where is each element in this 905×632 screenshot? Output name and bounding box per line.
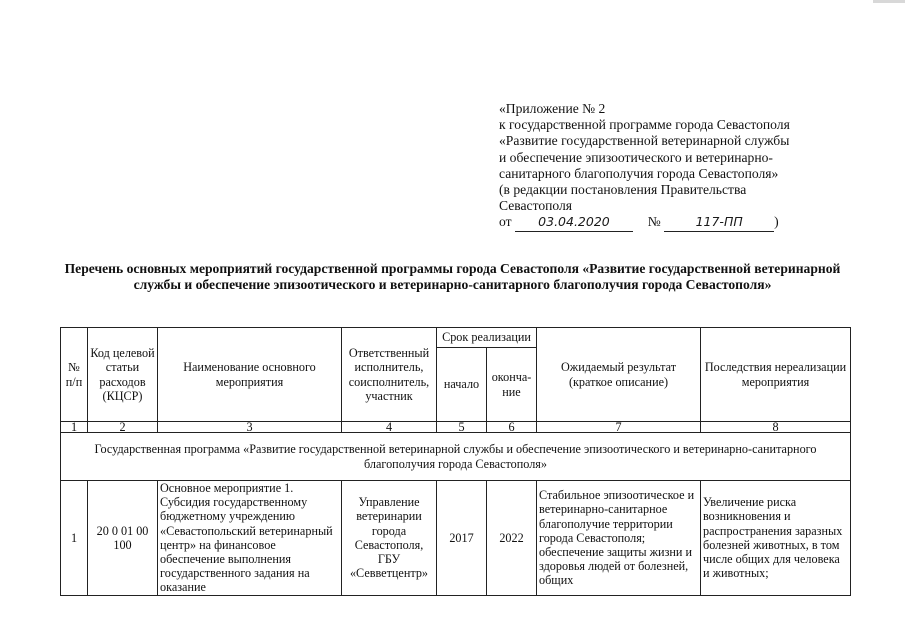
date-prefix: от [499, 214, 512, 230]
header-consequences: Последствия нереализации мероприятия [701, 328, 851, 422]
number-prefix: № [647, 214, 661, 230]
column-number: 8 [701, 422, 851, 433]
close-paren: ) [774, 214, 779, 230]
column-number: 3 [158, 422, 342, 433]
handwritten-date: 03.04.2020 [515, 214, 633, 231]
row-code: 20 0 01 00 100 [88, 481, 158, 596]
header-row [61, 328, 851, 348]
row-executor: Управление ветеринарии города Севастополя, ГБУ «Севветцентр» [342, 481, 437, 596]
row-result: Стабильное эпизоотическое и ветеринарно-санитарное благополучие территории города Севастополя; обеспечение защиты жизни и здоровья людей от болезней, общих [537, 481, 701, 596]
section-row [61, 433, 851, 481]
row-end: 2022 [487, 481, 537, 596]
row-consequences: Увеличение риска возникновения и распространения заразных болезней животных, в том числе общих для человека и животных; [701, 481, 851, 596]
header-name: Наименование основного мероприятия [158, 328, 342, 422]
activities-table [60, 327, 851, 596]
appendix-line: к государственной программе города Севастополя [499, 117, 790, 133]
header-code: Код целевой статьи расходов (КЦСР) [88, 328, 158, 422]
appendix-block [499, 101, 879, 232]
column-number: 6 [487, 422, 537, 433]
row-num: 1 [61, 481, 88, 596]
header-start: начало [437, 348, 487, 422]
row-name: Основное мероприятие 1. Субсидия государственному бюджетному учреждению «Севастопольский ветеринарный центр» на финансовое обеспечение выполнения государственного задания на оказание [158, 481, 342, 596]
header-period: Срок реализации [437, 328, 537, 348]
appendix-line: (в редакции постановления Правительства [499, 182, 747, 198]
header-num: № п/п [61, 328, 88, 422]
appendix-line: «Приложение № 2 [499, 101, 606, 116]
appendix-line: и обеспечение эпизоотического и ветеринарно- [499, 149, 773, 165]
appendix-line: санитарного благополучия города Севастополя» [499, 165, 779, 181]
decree-date-line [499, 214, 879, 231]
appendix-line: Севастополя [499, 198, 573, 214]
scan-edge-mark [873, 0, 905, 3]
column-number: 1 [61, 422, 88, 433]
document-title: Перечень основных мероприятий государственной программы города Севастополя «Развитие государственной ветеринарной службы и обеспечение эпизоотического и ветеринарно-санитарного благополучия города Севастополя» [64, 261, 841, 293]
table-row [61, 481, 851, 596]
header-end: оконча-ние [487, 348, 537, 422]
column-number: 7 [537, 422, 701, 433]
row-start: 2017 [437, 481, 487, 596]
header-executor: Ответственный исполнитель, соисполнитель, участник [342, 328, 437, 422]
column-number: 5 [437, 422, 487, 433]
section-title: Государственная программа «Развитие государственной ветеринарной службы и обеспечение эпизоотического и ветеринарно-санитарного благополучия города Севастополя» [61, 433, 851, 481]
column-number: 4 [342, 422, 437, 433]
column-number-row [61, 422, 851, 433]
column-number: 2 [88, 422, 158, 433]
header-result: Ожидаемый результат (краткое описание) [537, 328, 701, 422]
appendix-line: «Развитие государственной ветеринарной службы [499, 133, 790, 149]
handwritten-number: 117-ПП [664, 214, 774, 231]
